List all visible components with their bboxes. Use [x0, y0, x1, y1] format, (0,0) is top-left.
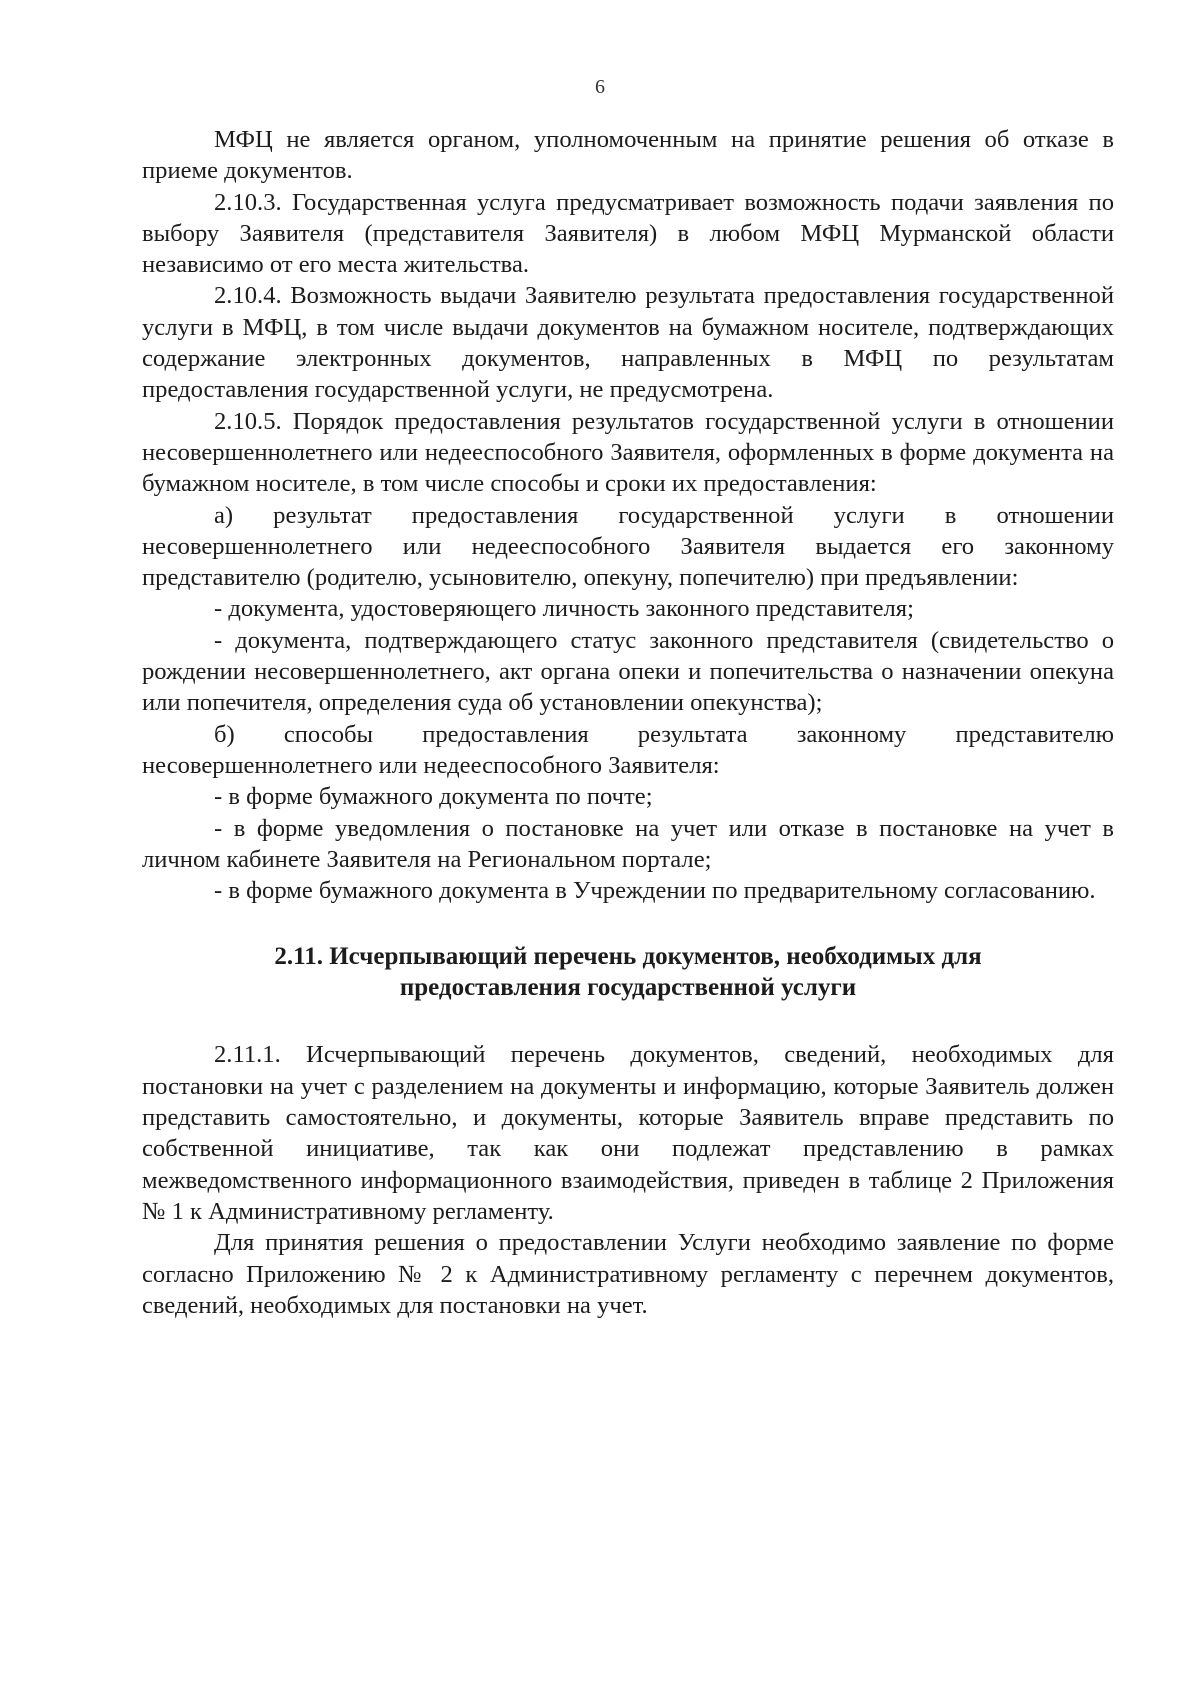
section-heading-line-1: 2.11. Исчерпывающий перечень документов, необходимых для [274, 943, 982, 971]
paragraph-2-10-4: 2.10.4. Возможность выдачи Заявителю результата предоставления государственной услуги в МФЦ, в том числе выдачи документов на бумажном носителе, подтверждающих содержание электронных документов, направленных в МФЦ по результатам предоставления государственной услуги, не предусмотрена. [142, 282, 1114, 404]
paragraph-application-form: Для принятия решения о предоставлении Услуги необходимо заявление по форме согласно Приложению № 2 к Административному регламенту с перечнем документов, сведений, необходимых для постановки на учет. [142, 1229, 1114, 1319]
paragraph-2-10-5: 2.10.5. Порядок предоставления результатов государственной услуги в отношении несовершеннолетнего или недееспособного Заявителя, оформленных в форме документа на бумажном носителе, в том числе способы и сроки их предоставления: [142, 407, 1114, 498]
list-item-identity-document: - документа, удостоверяющего личность законного представителя; [214, 595, 914, 623]
list-item-b: б) способы предоставления результата законному представителю несовершеннолетнего или недееспособного Заявителя: [142, 720, 1114, 779]
list-item-a: а) результат предоставления государственной услуги в отношении несовершеннолетнего или недееспособного Заявителя выдается его законному представителю (родителю, усыновителю, опекуну, попечителю) при предъявлении: [142, 501, 1114, 592]
paragraph-mfc-refusal: МФЦ не является органом, уполномоченным на принятие решения об отказе в приеме документов. [142, 126, 1114, 185]
document-body [142, 124, 1114, 1321]
list-item-paper-by-mail: - в форме бумажного документа по почте; [214, 783, 653, 811]
list-item-status-document: - документа, подтверждающего статус законного представителя (свидетельство о рождении несовершеннолетнего, акт органа опеки и попечительства о назначении опекуна или попечителя, определения суда об установлении опекунства); [142, 626, 1114, 717]
list-item-notification-portal: - в форме уведомления о постановке на учет или отказе в постановке на учет в личном кабинете Заявителя на Региональном портале; [142, 814, 1114, 873]
list-item-paper-in-institution: - в форме бумажного документа в Учреждении по предварительному согласованию. [214, 877, 1096, 905]
section-heading-2-11 [142, 941, 1114, 1003]
section-heading-line-2: предоставления государственной услуги [399, 974, 857, 1002]
page-number: 6 [595, 76, 605, 98]
paragraph-2-11-1: 2.11.1. Исчерпывающий перечень документов, сведений, необходимых для постановки на учет с разделением на документы и информацию, которые Заявитель должен представить самостоятельно, и документы, которые Заявитель вправе представить по собственной инициативе, так как они подлежат представлению в рамках межведомственного информационного взаимодействия, приведен в таблице 2 Приложения № 1 к Административному регламенту. [142, 1041, 1114, 1225]
paragraph-2-10-3: 2.10.3. Государственная услуга предусматривает возможность подачи заявления по выбору Заявителя (представителя Заявителя) в любом МФЦ Мурманской области независимо от его места жительства. [142, 188, 1114, 279]
